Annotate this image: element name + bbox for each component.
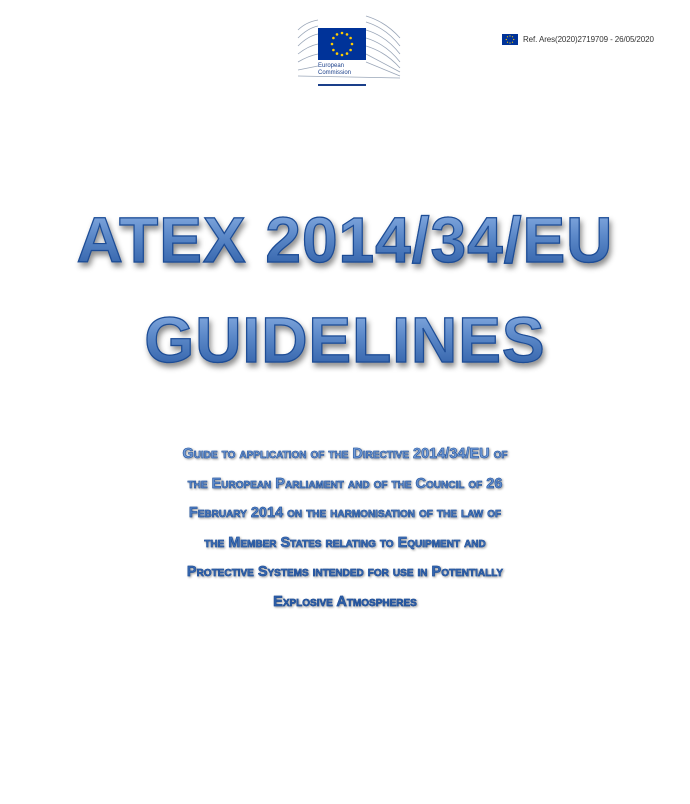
reference-stamp [502, 33, 654, 45]
page-title-line-2: GUIDELINES [0, 305, 690, 375]
subtitle-line: Guide to application of the Directive 2014/34/EU of [182, 446, 508, 462]
subtitle-line: Explosive Atmospheres [273, 593, 417, 610]
european-commission-logo [296, 8, 406, 88]
eu-flag-icon [502, 34, 518, 45]
logo-line-1: European [318, 63, 345, 69]
subtitle-line: February 2014 on the harmonisation of the law of [188, 505, 502, 521]
subtitle-line: Protective Systems intended for use in Potentially [186, 564, 504, 580]
page-title-line-1: ATEX 2014/34/EU [0, 205, 690, 275]
subtitle-line: the Member States relating to Equipment and [204, 534, 486, 551]
logo-line-2: Commission [318, 70, 352, 76]
subtitle-line: the European Parliament and of the Council of 26 [187, 475, 503, 492]
reference-text: Ref. Ares(2020)2719709 - 26/05/2020 [523, 34, 654, 44]
document-subtitle [60, 440, 630, 617]
